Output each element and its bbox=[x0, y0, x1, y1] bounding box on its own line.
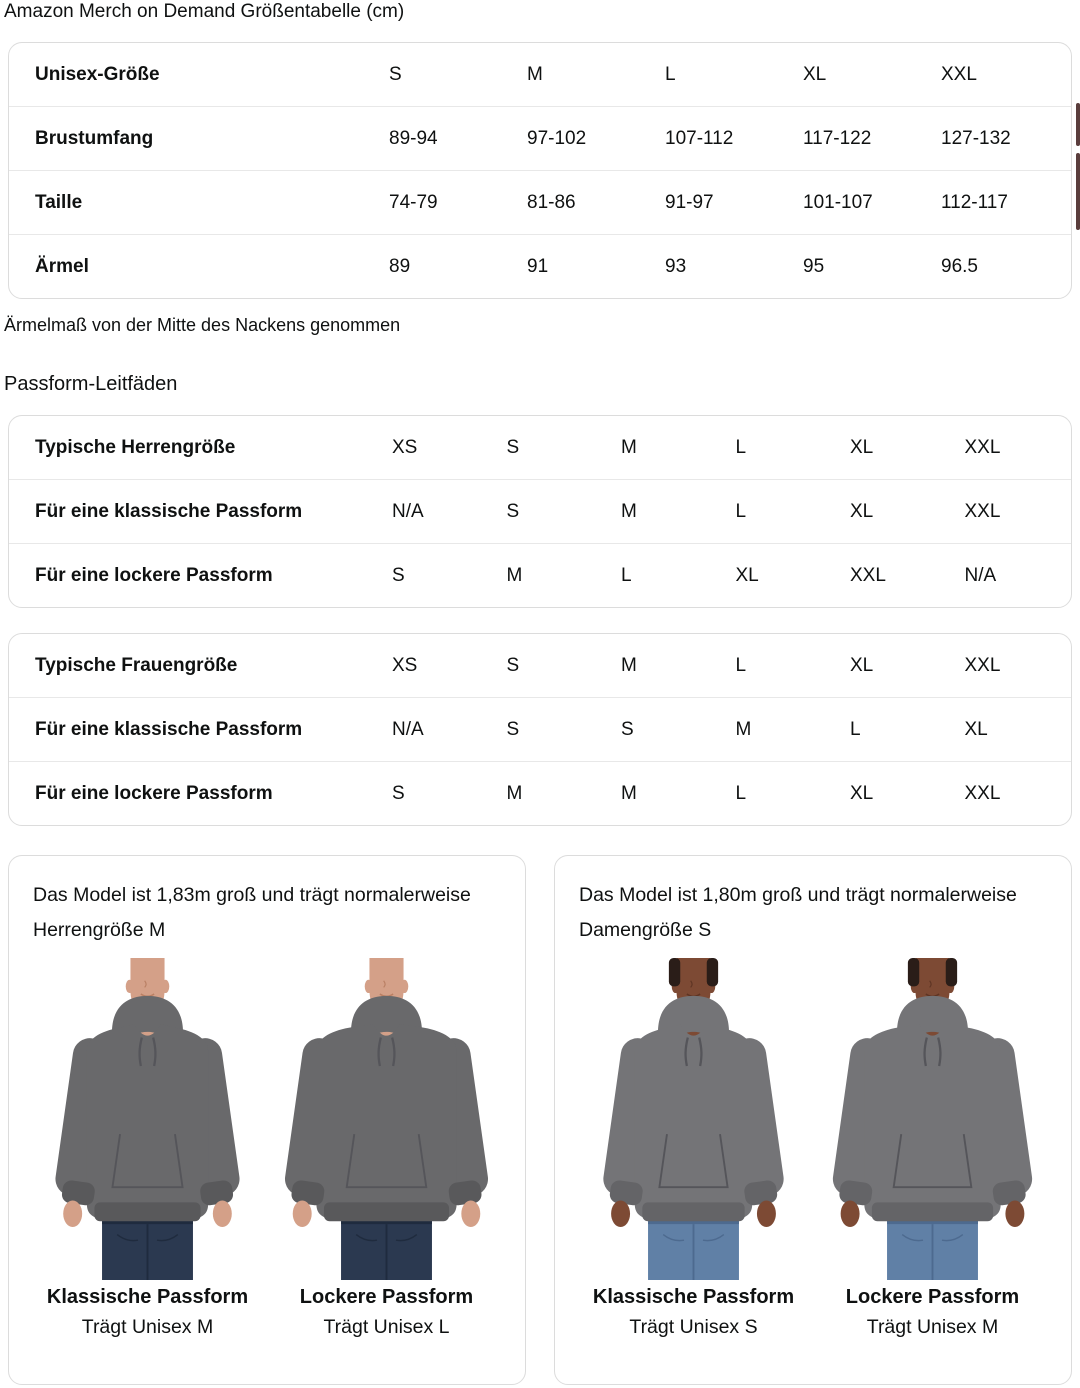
table-row bbox=[9, 106, 1071, 170]
female-model-photo-loose bbox=[818, 958, 1047, 1280]
size-cell: L bbox=[735, 500, 747, 522]
size-cell: S bbox=[392, 782, 405, 804]
size-cell: 91-97 bbox=[665, 191, 714, 213]
table-row bbox=[9, 234, 1071, 298]
size-cell: L bbox=[850, 718, 861, 740]
table-row bbox=[9, 479, 1071, 543]
size-cell: XXL bbox=[941, 63, 977, 85]
model-cards-row bbox=[8, 855, 1072, 1385]
size-cell: M bbox=[735, 718, 752, 740]
size-cell: 112-117 bbox=[941, 191, 1008, 213]
size-cell: M bbox=[527, 63, 543, 85]
size-cell: XL bbox=[964, 718, 988, 740]
fit-label: Lockere Passform bbox=[299, 1286, 474, 1308]
women-model-card bbox=[554, 855, 1072, 1385]
fit-label: Klassische Passform bbox=[592, 1286, 795, 1308]
table-row bbox=[9, 170, 1071, 234]
size-cell: N/A bbox=[964, 564, 997, 586]
figure-classic-fit bbox=[579, 958, 808, 1339]
size-cell: XXL bbox=[850, 564, 886, 586]
size-cell: S bbox=[506, 500, 520, 522]
size-cell: M bbox=[621, 436, 637, 458]
size-cell: XXL bbox=[964, 436, 1001, 458]
size-cell: S bbox=[506, 718, 520, 740]
size-cell: XS bbox=[392, 436, 418, 458]
figures-row bbox=[579, 958, 1047, 1339]
size-cell: 93 bbox=[665, 255, 687, 277]
row-label: Ärmel bbox=[35, 255, 89, 277]
size-cell: M bbox=[506, 782, 523, 804]
size-cell: M bbox=[621, 654, 637, 676]
size-cell: M bbox=[506, 564, 523, 586]
size-cell: 96.5 bbox=[941, 255, 978, 277]
size-cell: XL bbox=[850, 500, 874, 522]
size-cell: S bbox=[621, 718, 634, 740]
fit-label: Lockere Passform bbox=[845, 1286, 1020, 1308]
size-cell: 117-122 bbox=[803, 127, 872, 149]
size-cell: S bbox=[506, 654, 520, 676]
size-cell: 74-79 bbox=[389, 191, 438, 213]
worn-size-label: Trägt Unisex M bbox=[866, 1316, 999, 1338]
table-row bbox=[9, 697, 1071, 761]
page-title: Amazon Merch on Demand Größentabelle (cm) bbox=[4, 1, 405, 22]
size-cell: L bbox=[735, 782, 747, 804]
men-fit-table bbox=[8, 415, 1072, 608]
table-row bbox=[9, 543, 1071, 607]
figures-row bbox=[33, 958, 501, 1339]
unisex-size-table bbox=[8, 42, 1072, 299]
worn-size-label: Trägt Unisex L bbox=[323, 1316, 450, 1338]
size-cell: L bbox=[735, 436, 747, 458]
size-cell: XXL bbox=[964, 782, 1001, 804]
row-label: Für eine klassische Passform bbox=[35, 500, 303, 522]
fit-label: Klassische Passform bbox=[46, 1286, 249, 1308]
size-cell: S bbox=[392, 564, 405, 586]
worn-size-label: Trägt Unisex S bbox=[629, 1316, 758, 1338]
sleeve-measure-note: Ärmelmaß von der Mitte des Nackens genommen bbox=[4, 315, 401, 335]
size-cell: N/A bbox=[392, 718, 424, 740]
model-description: Das Model ist 1,80m groß und trägt normalerweise Damengröße S bbox=[579, 884, 1017, 941]
table-row bbox=[9, 761, 1071, 825]
size-cell: S bbox=[506, 436, 520, 458]
row-label: Für eine klassische Passform bbox=[35, 718, 303, 740]
row-label: Brustumfang bbox=[35, 127, 154, 149]
women-fit-table bbox=[8, 633, 1072, 826]
size-cell: XXL bbox=[964, 500, 1001, 522]
size-cell: 101-107 bbox=[803, 191, 873, 213]
size-cell: L bbox=[665, 63, 676, 85]
figure-loose-fit bbox=[818, 958, 1047, 1339]
scrollbar-thumb[interactable] bbox=[1076, 103, 1080, 146]
size-cell: 81-86 bbox=[527, 191, 576, 213]
size-cell: 97-102 bbox=[527, 127, 587, 149]
row-label: Typische Frauengröße bbox=[35, 654, 238, 676]
size-cell: 89 bbox=[389, 255, 411, 277]
row-label: Für eine lockere Passform bbox=[35, 564, 273, 586]
model-description: Das Model ist 1,83m groß und trägt normalerweise Herrengröße M bbox=[33, 884, 471, 941]
female-model-photo-classic bbox=[579, 958, 808, 1280]
row-label: Taille bbox=[35, 191, 83, 213]
figure-loose-fit bbox=[272, 958, 501, 1339]
size-cell: 95 bbox=[803, 255, 825, 277]
worn-size-label: Trägt Unisex M bbox=[81, 1316, 214, 1338]
size-cell: S bbox=[389, 63, 402, 85]
size-cell: XL bbox=[850, 782, 874, 804]
figure-classic-fit bbox=[33, 958, 262, 1339]
table-row bbox=[9, 416, 1071, 479]
size-cell: XL bbox=[850, 436, 874, 458]
table-row bbox=[9, 43, 1071, 106]
size-cell: 127-132 bbox=[941, 127, 1011, 149]
size-cell: XXL bbox=[964, 654, 1001, 676]
size-cell: XL bbox=[735, 564, 759, 586]
row-label: Typische Herrengröße bbox=[35, 436, 236, 458]
male-model-photo-loose bbox=[272, 958, 501, 1280]
scrollbar-thumb[interactable] bbox=[1076, 153, 1080, 230]
size-cell: XL bbox=[803, 63, 827, 85]
table-row bbox=[9, 634, 1071, 697]
male-model-photo-classic bbox=[33, 958, 262, 1280]
size-cell: L bbox=[621, 564, 632, 586]
size-cell: M bbox=[621, 782, 637, 804]
men-model-card bbox=[8, 855, 526, 1385]
size-cell: 89-94 bbox=[389, 127, 438, 149]
size-cell: 91 bbox=[527, 255, 549, 277]
fit-guides-heading: Passform-Leitfäden bbox=[4, 373, 178, 395]
size-cell: M bbox=[621, 500, 637, 522]
size-cell: N/A bbox=[392, 500, 424, 522]
size-cell: L bbox=[735, 654, 747, 676]
row-label: Für eine lockere Passform bbox=[35, 782, 273, 804]
size-cell: XL bbox=[850, 654, 874, 676]
size-cell: 107-112 bbox=[665, 127, 734, 149]
row-label: Unisex-Größe bbox=[35, 63, 160, 85]
size-cell: XS bbox=[392, 654, 418, 676]
